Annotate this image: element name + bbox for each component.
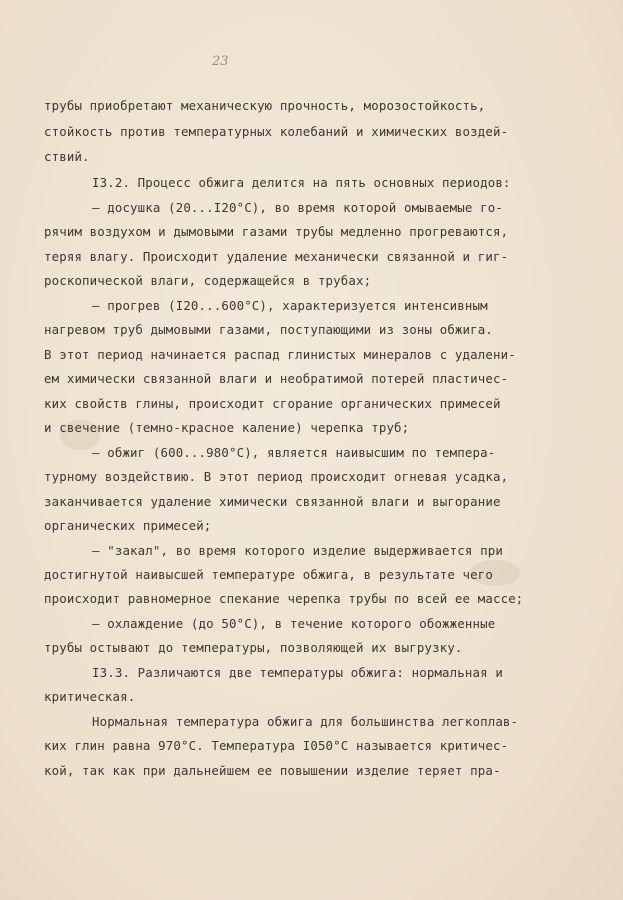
text-line: – прогрев (I20...600°С), характеризуется интенсивным: [92, 298, 488, 313]
text-line: нагревом труб дымовыми газами, поступающими из зоны обжига.: [44, 322, 493, 337]
text-line: – досушка (20...I20°С), во время которой омываемые го-: [92, 200, 503, 215]
text-line: ких свойств глины, происходит сгорание органических примесей: [44, 396, 501, 411]
text-line: теряя влагу. Происходит удаление механически связанной и гиг-: [44, 249, 509, 264]
text-line: кой, так как при дальнейшем ее повышении изделие теряет пра-: [44, 763, 501, 778]
text-line: рячим воздухом и дымовыми газами трубы медленно прогреваются,: [44, 224, 509, 239]
text-line: роскопической влаги, содержащейся в трубах;: [44, 273, 372, 288]
text-line: заканчивается удаление химически связанной влаги и выгорание: [44, 494, 501, 509]
text-line: стойкость против температурных колебаний и химических воздей-: [44, 124, 509, 139]
text-line: I3.2. Процесс обжига делится на пять основных периодов:: [92, 175, 511, 190]
text-line: – обжиг (600...980°С), является наивысшим по темпера-: [92, 445, 496, 460]
text-line: Нормальная температура обжига для большинства легкоплав-: [92, 714, 519, 729]
text-line: трубы остывают до температуры, позволяющей их выгрузку.: [44, 640, 463, 655]
text-line: ствий.: [44, 149, 90, 164]
text-line: происходит равномерное спекание черепка трубы по всей ее массе;: [44, 591, 524, 606]
text-line: – "закал", во время которого изделие выдерживается при: [92, 543, 503, 558]
text-line: трубы приобретают механическую прочность, морозостойкость,: [44, 98, 486, 113]
text-line: I3.3. Различаются две температуры обжига: нормальная и: [92, 665, 503, 680]
text-line: В этот период начинается распад глинистых минералов с удалени-: [44, 347, 516, 362]
text-line: – охлаждение (до 50°С), в течение которого обожженные: [92, 616, 496, 631]
page-number: 23: [212, 54, 229, 69]
text-line: органических примесей;: [44, 518, 212, 533]
text-line: критическая.: [44, 689, 136, 704]
text-line: ких глин равна 970°С. Температура I050°С называется критичес-: [44, 738, 509, 753]
text-line: турному воздействию. В этот период происходит огневая усадка,: [44, 469, 509, 484]
text-line: достигнутой наивысшей температуре обжига, в результате чего: [44, 567, 493, 582]
text-line: и свечение (темно-красное каление) черепка труб;: [44, 420, 410, 435]
text-line: ем химически связанной влаги и необратимой потерей пластичес-: [44, 371, 509, 386]
